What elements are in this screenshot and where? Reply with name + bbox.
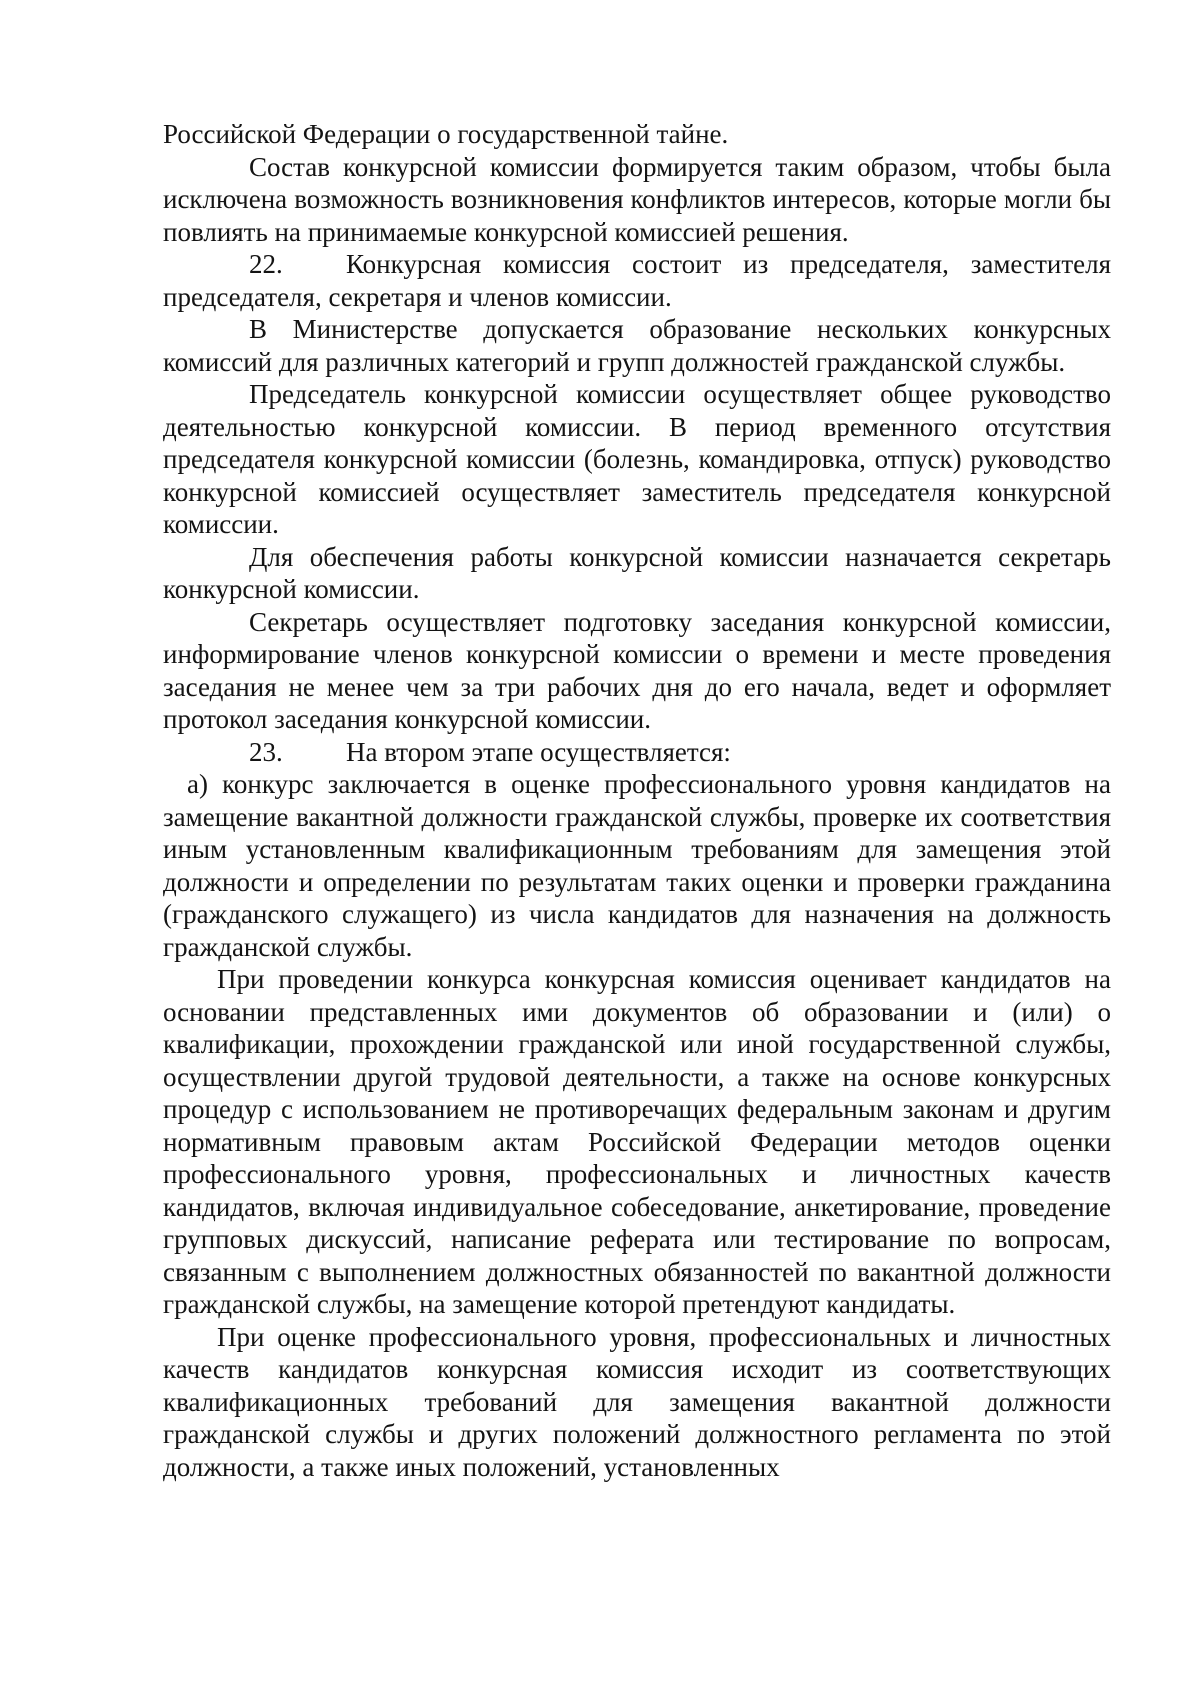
paragraph-6: Для обеспечения работы конкурсной комиссии назначается секретарь конкурсной комиссии. bbox=[163, 541, 1111, 604]
paragraph-item-a: а) конкурс заключается в оценке профессионального уровня кандидатов на замещение вакантной должности гражданской службы, проверке их соответствия иным установленным квалификационным требованиям для замещения этой должности и определении по результатам таких оценки и проверки гражданина (гражданского служащего) из числа кандидатов для назначения на должность гражданской службы. bbox=[163, 769, 1111, 962]
paragraph-2: Состав конкурсной комиссии формируется таким образом, чтобы была исключена возможность возникновения конфликтов интересов, которые могли бы повлиять на принимаемые конкурсной комиссией решения. bbox=[163, 151, 1111, 247]
paragraph-10: При проведении конкурса конкурсная комиссия оценивает кандидатов на основании представленных ими документов об образовании и (или) о квалификации, прохождении гражданской или иной государственной службы, осуществлении другой трудовой деятельности, а также на основе конкурсных процедур с использованием не противоречащих федеральным законам и другим нормативным правовым актам Российской Федерации методов оценки профессионального уровня, профессиональных и личностных качеств кандидатов, включая индивидуальное собеседование, анкетирование, проведение групповых дискуссий, написание реферата или тестирование по вопросам, связанным с выполнением должностных обязанностей по вакантной должности гражданской службы, на замещение которой претендуют кандидаты. bbox=[163, 964, 1111, 1319]
paragraph-11: При оценке профессионального уровня, профессиональных и личностных качеств кандидатов конкурсная комиссия исходит из соответствующих квалификационных требований для замещения вакантной должности гражданской службы и других положений должностного регламента по этой должности, а также иных положений, установленных bbox=[163, 1321, 1111, 1482]
paragraph-22 bbox=[163, 248, 1111, 313]
paragraph-23 bbox=[163, 736, 1111, 769]
paragraph-7: Секретарь осуществляет подготовку заседания конкурсной комиссии, информирование членов конкурсной комиссии о времени и месте проведения заседания не менее чем за три рабочих дня до его начала, ведет и оформляет протокол заседания конкурсной комиссии. bbox=[163, 606, 1111, 734]
paragraph-5: Председатель конкурсной комиссии осуществляет общее руководство деятельностью конкурсной комиссии. В период временного отсутствия председателя конкурсной комиссии (болезнь, командировка, отпуск) руководство конкурсной комиссией осуществляет заместитель председателя конкурсной комиссии. bbox=[163, 379, 1111, 539]
paragraph-number: 23. bbox=[249, 736, 283, 767]
paragraph-number: 22. bbox=[249, 249, 283, 279]
paragraph-4: В Министерстве допускается образование нескольких конкурсных комиссий для различных категорий и групп должностей гражданской службы. bbox=[163, 314, 1111, 377]
paragraph-1: Российской Федерации о государственной тайне. bbox=[163, 119, 729, 149]
paragraph-text: На втором этапе осуществляется: bbox=[346, 736, 731, 767]
paragraph-text: Конкурсная комиссия состоит из председателя, заместителя председателя, секретаря и членов комиссии. bbox=[163, 249, 1111, 312]
document-page bbox=[163, 118, 1111, 1638]
